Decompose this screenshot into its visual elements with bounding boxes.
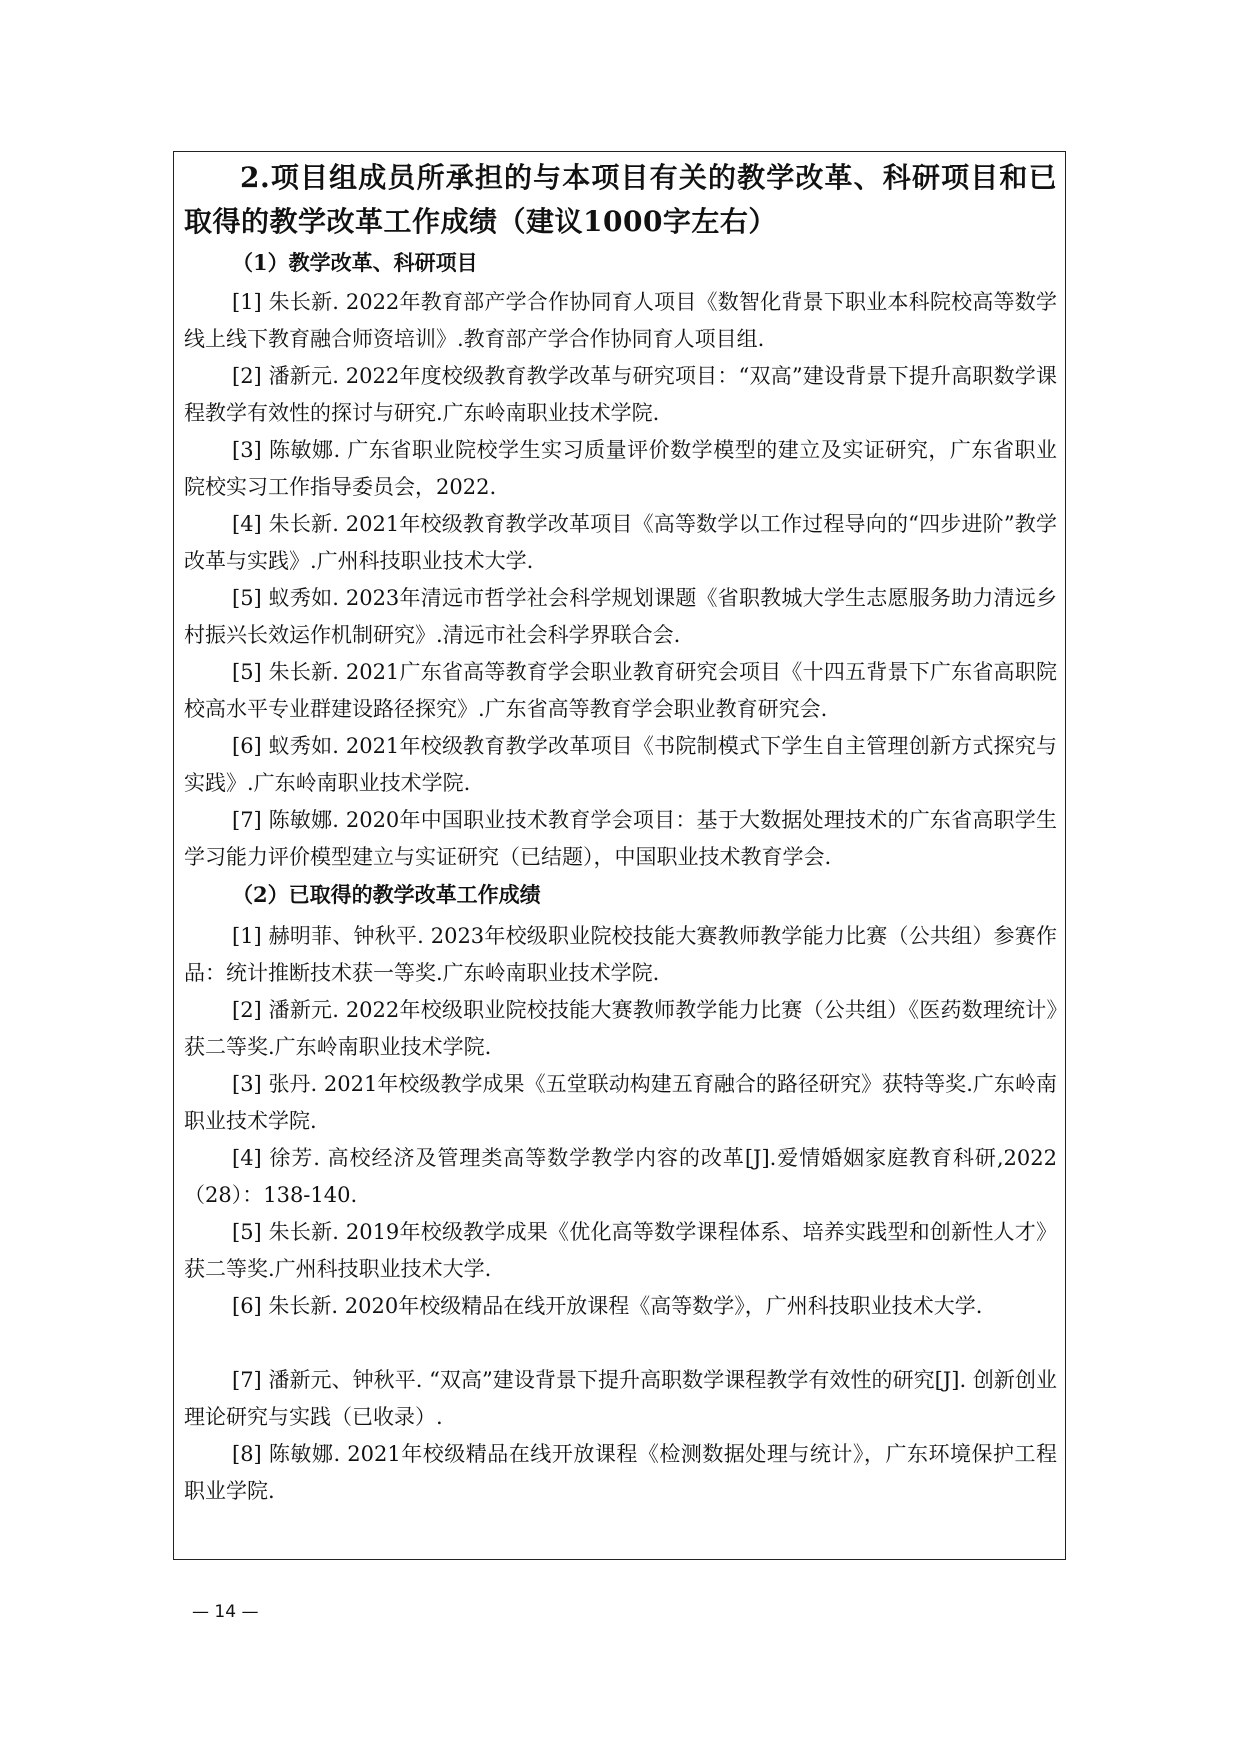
section2-heading: （2）已取得的教学改革工作成绩 — [232, 882, 541, 907]
list-item: [2] 潘新元. 2022年度校级教育教学改革与研究项目：“双高”建设背景下提升高职数学课程教学有效性的探讨与研究.广东岭南职业技术学院. — [184, 364, 1057, 425]
list-item: [5] 蚁秀如. 2023年清远市哲学社会科学规划课题《省职教城大学生志愿服务助力清远乡村振兴长效运作机制研究》.清远市社会科学界联合会. — [184, 586, 1057, 647]
list-item: [8] 陈敏娜. 2021年校级精品在线开放课程《检测数据处理与统计》，广东环境保护工程职业学院. — [184, 1442, 1057, 1503]
section1-heading: （1）教学改革、科研项目 — [232, 250, 478, 275]
list-item: [4] 徐芳. 高校经济及管理类高等数学教学内容的改革[J].爱情婚姻家庭教育科研,2022（28）：138-140. — [184, 1146, 1057, 1207]
list-item: [3] 张丹. 2021年校级教学成果《五堂联动构建五育融合的路径研究》获特等奖.广东岭南职业技术学院. — [184, 1072, 1057, 1133]
list-item: [1] 赫明菲、钟秋平. 2023年校级职业院校技能大赛教师教学能力比赛（公共组）参赛作品：统计推断技术获一等奖.广东岭南职业技术学院. — [184, 924, 1057, 985]
list-item: [5] 朱长新. 2021广东省高等教育学会职业教育研究会项目《十四五背景下广东省高职院校高水平专业群建设路径探究》.广东省高等教育学会职业教育研究会. — [184, 660, 1057, 721]
section-title: 2.项目组成员所承担的与本项目有关的教学改革、科研项目和已取得的教学改革工作成绩（建议1000字左右） — [184, 161, 1057, 238]
list-item: [4] 朱长新. 2021年校级教育教学改革项目《高等数学以工作过程导向的“四步进阶”教学改革与实践》.广州科技职业技术大学. — [184, 512, 1057, 573]
list-item: [6] 朱长新. 2020年校级精品在线开放课程《高等数学》，广州科技职业技术大学. — [232, 1294, 983, 1318]
page-number: — 14 — — [192, 1602, 259, 1622]
content-table-cell — [173, 151, 1066, 1560]
list-item: [7] 陈敏娜. 2020年中国职业技术教育学会项目：基于大数据处理技术的广东省高职学生学习能力评价模型建立与实证研究（已结题），中国职业技术教育学会. — [184, 808, 1057, 869]
list-item: [1] 朱长新. 2022年教育部产学合作协同育人项目《数智化背景下职业本科院校高等数学线上线下教育融合师资培训》.教育部产学合作协同育人项目组. — [184, 290, 1057, 351]
list-item: [3] 陈敏娜. 广东省职业院校学生实习质量评价数学模型的建立及实证研究，广东省职业院校实习工作指导委员会，2022. — [184, 438, 1057, 499]
list-item: [7] 潘新元、钟秋平. “双高”建设背景下提升高职数学课程教学有效性的研究[J]. 创新创业理论研究与实践（已收录）. — [184, 1368, 1057, 1429]
list-item: [2] 潘新元. 2022年校级职业院校技能大赛教师教学能力比赛（公共组）《医药数理统计》获二等奖.广东岭南职业技术学院. — [184, 998, 1057, 1059]
list-item: [5] 朱长新. 2019年校级教学成果《优化高等数学课程体系、培养实践型和创新性人才》获二等奖.广州科技职业技术大学. — [184, 1220, 1057, 1281]
list-item: [6] 蚁秀如. 2021年校级教育教学改革项目《书院制模式下学生自主管理创新方式探究与实践》.广东岭南职业技术学院. — [184, 734, 1057, 795]
